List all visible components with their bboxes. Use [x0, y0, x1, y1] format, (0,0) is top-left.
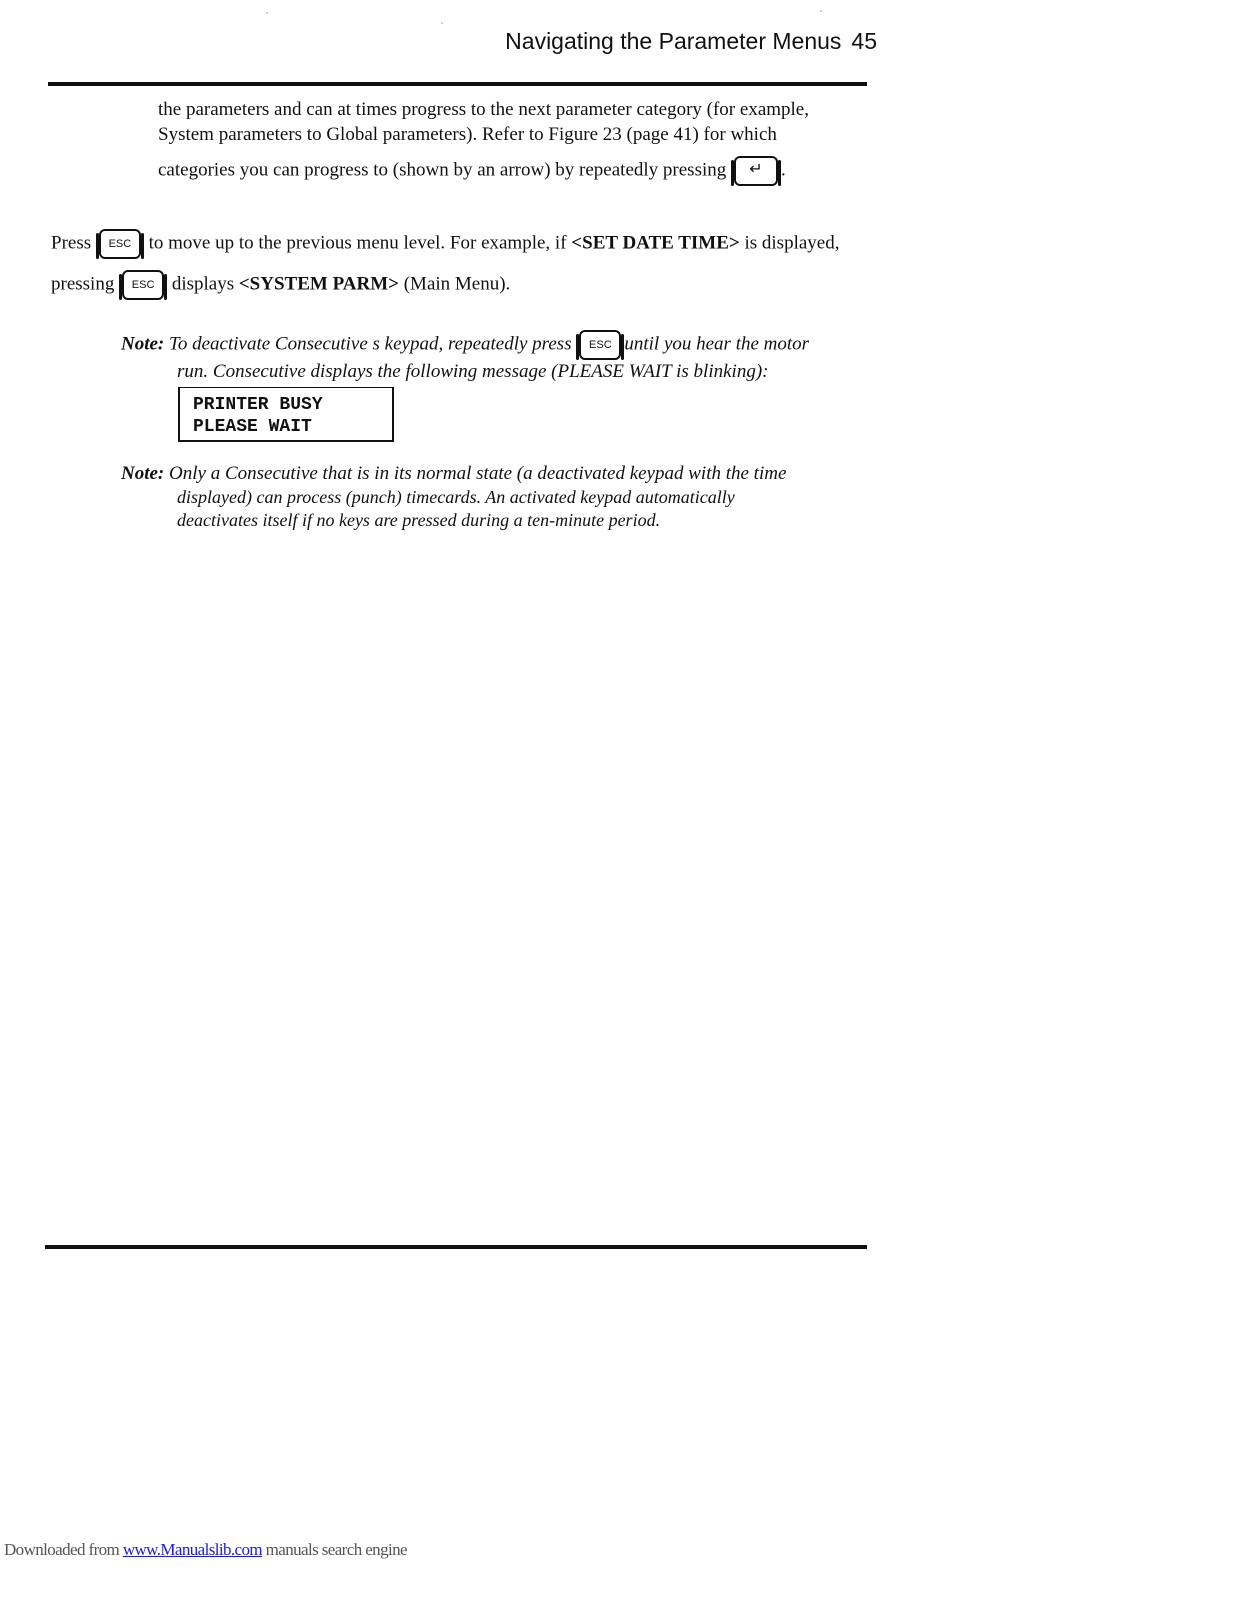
note2-line3: deactivates itself if no keys are pressed during a ten-minute period. — [177, 510, 661, 530]
paragraph1-line1: the parameters and can at times progress to the next parameter category (for example, — [158, 99, 809, 120]
paragraph1-line3-end: . — [781, 159, 786, 181]
paragraph1-line2: System parameters to Global parameters). Refer to Figure 23 (page 41) for which — [158, 124, 777, 145]
press-word: Press — [51, 232, 92, 254]
paragraph1-line3-text: categories you can progress to (shown by an arrow) by repeatedly pressing — [158, 159, 727, 181]
download-footer — [4, 1540, 407, 1560]
scan-speck — [820, 10, 822, 12]
enter-key-icon: ↵ — [734, 156, 778, 186]
lcd-line2: PLEASE WAIT — [193, 417, 312, 437]
footer-prefix: Downloaded from — [4, 1540, 120, 1559]
esc-key-icon: ESC — [99, 229, 141, 259]
manualslib-link[interactable]: www.Manualslib.com — [122, 1540, 263, 1559]
paragraph2-line1-text-a: to move up to the previous menu level. For example, if — [148, 232, 567, 254]
paragraph2-line1 — [51, 229, 839, 259]
note1-label: Note: — [121, 333, 165, 355]
note2-line1 — [121, 462, 786, 486]
scan-speck — [266, 12, 268, 14]
lcd-line1: PRINTER BUSY — [193, 395, 323, 415]
scan-speck — [441, 22, 443, 24]
set-date-time-code: <SET DATE TIME> — [571, 232, 740, 254]
note2-line1-text: Only a Consecutive that is in its normal state (a deactivated keypad with the time — [169, 463, 787, 484]
paragraph2-line2 — [51, 270, 510, 300]
note2-label: Note: — [121, 463, 165, 484]
note2-line2: displayed) can process (punch) timecards. An activated keypad automatically — [177, 487, 735, 507]
note1-line1-text-a: To deactivate Consecutive s keypad, repeatedly press — [169, 333, 572, 355]
note1-line2: run. Consecutive displays the following message (PLEASE WAIT is blinking): — [177, 361, 769, 382]
footer-suffix: manuals search engine — [265, 1540, 407, 1559]
section-title: Navigating the Parameter Menus — [505, 28, 842, 54]
paragraph1-line3 — [158, 156, 786, 186]
footer-rule — [45, 1245, 867, 1249]
esc-key-icon: ESC — [579, 330, 621, 360]
page-number: 45 — [851, 28, 877, 54]
esc-key-icon: ESC — [122, 270, 164, 300]
note1-line1 — [121, 330, 809, 360]
pressing-word: pressing — [51, 273, 115, 295]
paragraph2-line1-text-b: is displayed, — [744, 232, 840, 254]
lcd-display — [178, 387, 394, 442]
paragraph2-line2-text-a: displays — [171, 273, 235, 295]
running-header — [505, 28, 877, 55]
system-parm-code: <SYSTEM PARM> — [238, 273, 399, 295]
paragraph2-line2-text-b: (Main Menu). — [403, 273, 511, 295]
header-rule — [48, 82, 867, 86]
note1-line1-text-b: until you hear the motor — [624, 333, 810, 355]
